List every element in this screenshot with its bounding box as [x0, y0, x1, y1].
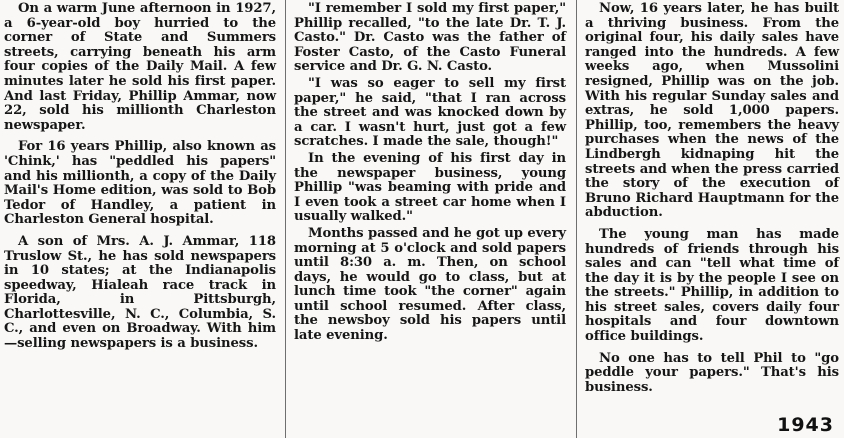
article-paragraph: "I was so eager to sell my first paper," he said, "that I ran across the street and was knocked down by a car. I wasn't hurt, just got a few scratches. I made the sale, though!": [294, 75, 566, 150]
article-paragraph: Months passed and he got up every morning at 5 o'clock and sold papers until 8:30 a. m. Then, on school days, he would go to class, but at lunch time took "the corner" again until school resumed. After class, the newsboy sold his papers until late evening.: [294, 225, 566, 344]
column-divider: [285, 0, 286, 438]
article-paragraph: On a warm June afternoon in 1927, a 6-year-old boy hurried to the corner of State and Summers streets, carrying beneath his arm four copies of the Daily Mail. A few minutes later he sold his first paper. And last Friday, Phillip Ammar, now 22, sold his millionth Charleston newspaper.: [4, 1, 276, 133]
article-column-3: [585, 2, 839, 438]
article-paragraph: "I remember I sold my first paper," Phillip recalled, "to the late Dr. T. J. Casto." Dr. Casto was the father of Foster Casto, of the Casto Funeral service and Dr. G. N. Casto.: [294, 1, 566, 75]
article-paragraph: The young man has made hundreds of friends through his sales and can "tell what time of the day it is by the people I see on the streets." Phillip, in addition to his street sales, covers daily four hospitals and four downtown office buildings.: [585, 226, 839, 345]
article-column-2: [294, 2, 566, 438]
article-column-1: [4, 2, 276, 438]
article-paragraph: A son of Mrs. A. J. Ammar, 118 Truslow St., he has sold newspapers in 10 states; at the Indianapolis speedway, Hialeah race track in Florida, in Pittsburgh, Charlottesville, N. C., Columbia, S. C., and even on Broadway. With him—selling newspapers is a business.: [4, 233, 276, 352]
article-paragraph: No one has to tell Phil to "go peddle your papers." That's his business.: [585, 350, 839, 395]
article-paragraph: In the evening of his first day in the newspaper business, young Phillip "was beaming with pride and I even took a street car home when I usually walked.": [294, 150, 566, 225]
year-label: 1943: [777, 414, 834, 436]
article-paragraph: For 16 years Phillip, also known as 'Chink,' has "peddled his papers" and his millionth, a copy of the Daily Mail's Home edition, was sold to Bob Tedor of Handley, a patient in Charleston General hospital.: [4, 139, 276, 228]
column-divider: [576, 0, 577, 438]
article-paragraph: Now, 16 years later, he has built a thriving business. From the original four, his daily sales have ranged into the hundreds. A few weeks ago, when Mussolini resigned, Phillip was on the job. With his regular Sunday sales and extras, he sold 1,000 papers. Phillip, too, remembers the heavy purchases when the news of the Lindbergh kidnaping hit the streets and when the press carried the story of the execution of Bruno Richard Hauptmann for the abduction.: [585, 1, 839, 221]
